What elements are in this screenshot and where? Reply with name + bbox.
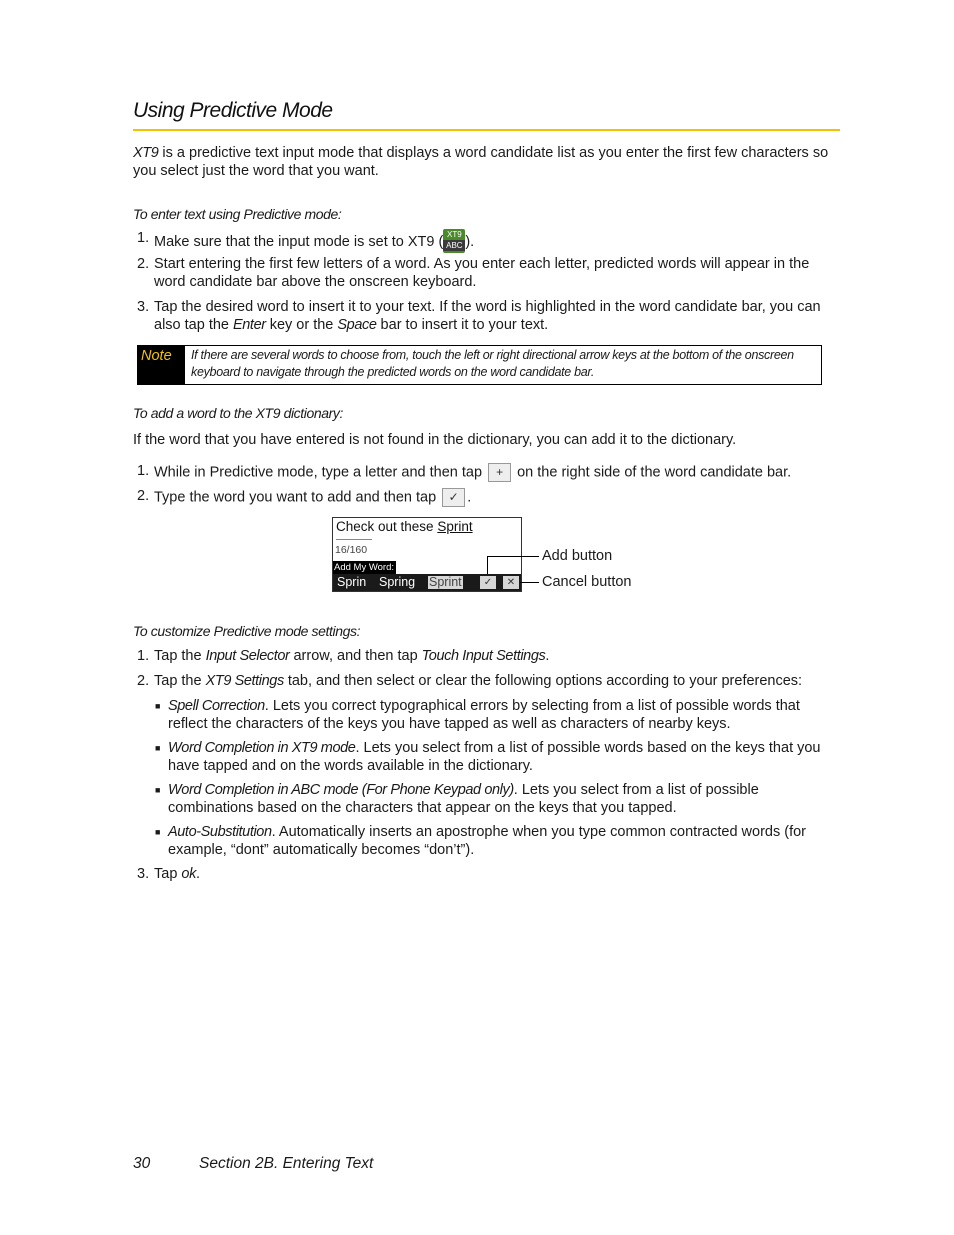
step-1 [154,463,838,482]
option-text: . Lets you select from a list of possible combinations based on the characters that appear on the keys that you tapped. [168,782,759,816]
xt9-mode-icon [443,229,465,253]
step-text: Tap the [154,648,206,664]
space-key-term: Space [337,316,377,333]
note-box [137,345,822,385]
procedure-heading: To enter text using Predictive mode: [133,206,342,222]
step-text: . [467,489,472,506]
option-term: Auto-Substitution [168,824,272,840]
procedure-heading: To add a word to the XT9 dictionary: [133,405,343,421]
step-text: Tap the [154,673,206,689]
step-text: ). [465,233,475,250]
note-label: Note [138,346,185,384]
step-number: 3. [137,299,150,315]
step-number: 2. [137,673,150,689]
procedure-heading: To customize Predictive mode settings: [133,623,361,639]
checkmark-icon: ✓ [442,488,465,507]
plus-icon: + [488,463,511,482]
candidate-word-selected[interactable]: Sprint [429,575,462,589]
step-2 [154,673,838,691]
step-text: While in Predictive mode, type a letter and then tap [154,464,483,481]
bullet-marker: ■ [155,743,161,753]
bullet-marker: ■ [155,785,161,795]
step-2: Start entering the first few letters of a word. As you enter each letter, predicted words will appear in the word candidate bar above the onscreen keyboard. [154,256,810,290]
step-text: tab, and then select or clear the following options according to your preferences: [283,673,803,689]
option-text: . Automatically inserts an apostrophe when you type common contracted words (for example, “dont” automatically becomes “don’t”). [168,824,806,858]
title-rule [133,129,840,131]
input-selector-term: Input Selector [205,648,290,664]
bullet-marker: ■ [155,827,161,837]
option-text: . Lets you correct typographical errors by selecting from a list of possible words that reflect the characters of the keys you have tapped as well as characters of nearby keys. [168,698,800,732]
step-1 [154,648,838,666]
intro-term: XT9 [133,145,159,161]
step-number: 1. [137,230,150,246]
note-text: If there are several words to choose from, touch the left or right directional arrow keys at the bottom of the onscreen keyboard to navigate through the predicted words on the word candidate bar. [191,348,794,379]
ok-term: ok [181,866,196,882]
option-item [168,740,838,775]
page-title: Using Predictive Mode [133,99,333,122]
step-text: . [195,866,200,882]
option-term: Spell Correction [168,698,265,714]
step-number: 3. [137,866,150,882]
message-text [336,519,473,534]
option-item [168,824,838,859]
cancel-callout-line [520,582,539,583]
word-candidate-bar [333,574,521,591]
cancel-button[interactable]: ✕ [503,576,519,589]
option-text: . Lets you select from a list of possible words based on the keys that you have tapped and on the words available in the dictionary. [168,740,821,774]
step-text: Type the word you want to add and then tap [154,489,437,506]
cursor-underline [336,539,372,540]
character-counter: 16/160 [335,544,368,556]
option-term: Word Completion in ABC mode (For Phone Keypad only) [168,782,514,798]
step-text: bar to insert it to your text. [376,316,549,333]
page-number: 30 [133,1155,151,1172]
candidate-word[interactable]: Sprin [337,575,367,589]
message-word: Sprint [437,519,473,534]
xt9-icon-label: XT9 [447,230,462,239]
option-term: Word Completion in XT9 mode [168,740,356,756]
cancel-button-callout: Cancel button [542,574,632,590]
enter-key-term: Enter [233,316,266,333]
option-item [168,698,838,733]
step-text: Tap the desired word to insert it to your text. If the word is highlighted in the word candidate bar, you can also tap the [154,299,821,333]
step-1 [154,230,838,254]
abc-icon-label: ABC [443,240,465,251]
intro-paragraph [133,145,838,180]
step-text: arrow, and then tap [289,648,422,664]
add-my-word-label: Add My Word: [334,562,395,573]
step-2 [154,488,838,507]
step-number: 2. [137,256,150,272]
step-3 [154,866,838,884]
step-text: . [545,648,550,664]
intro-text: is a predictive text input mode that displays a word candidate list as you enter the first few characters so you select just the word that you want. [133,145,829,179]
add-callout-line [487,556,488,574]
step-text: Tap [154,866,182,882]
step-text: key or the [265,316,338,333]
add-callout-line [487,556,539,557]
procedure-intro: If the word that you have entered is not found in the dictionary, you can add it to the dictionary. [133,432,737,448]
step-text: on the right side of the word candidate bar. [517,464,792,481]
add-button-callout: Add button [542,548,613,564]
bullet-marker: ■ [155,701,161,711]
message-prefix: Check out these [336,519,438,534]
step-3 [154,299,838,334]
step-number: 1. [137,463,150,479]
footer-section: Section 2B. Entering Text [199,1155,374,1172]
add-word-screenshot [332,517,522,592]
step-number: 1. [137,648,150,664]
xt9-settings-term: XT9 Settings [205,673,284,689]
step-number: 2. [137,488,150,504]
option-item [168,782,838,817]
touch-input-settings-term: Touch Input Settings [421,648,546,664]
add-button[interactable]: ✓ [480,576,496,589]
candidate-word[interactable]: Spring [379,575,416,589]
step-text: Make sure that the input mode is set to XT9 ( [154,233,444,250]
